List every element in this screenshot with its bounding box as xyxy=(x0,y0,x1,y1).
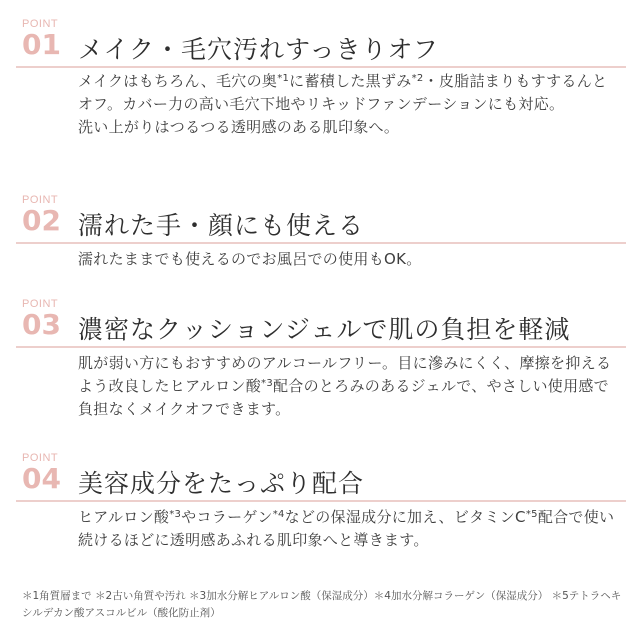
point-number: 03 xyxy=(22,308,61,341)
point-title: 美容成分をたっぷり配合 xyxy=(78,469,365,498)
body-paragraph: 濡れたままでも使えるのでお風呂での使用もOK。 xyxy=(78,250,422,268)
body-text: 配合で使い続けるほどに透明感あふれる肌印象へと導きます。 xyxy=(78,508,615,549)
body-paragraph: 洗い上がりはつるつる透明感のある肌印象へ。 xyxy=(78,118,400,136)
point-label: POINT xyxy=(22,452,59,464)
footnote-marker: *3 xyxy=(169,509,182,520)
point-badge xyxy=(22,194,80,236)
body-paragraph xyxy=(78,70,618,116)
point-badge xyxy=(22,452,80,494)
point-title: 濃密なクッションジェルで肌の負担を軽減 xyxy=(78,315,571,344)
point-body xyxy=(78,352,618,421)
point-label: POINT xyxy=(22,18,59,30)
body-text: ・皮脂詰まりもすするんとオフ。カバー力の高い毛穴下地やリキッドファンデーションにも対応。 xyxy=(78,72,608,113)
footnote-marker: *3 xyxy=(261,378,273,389)
point-title: メイク・毛穴汚れすっきりオフ xyxy=(78,35,439,64)
body-text: 肌が弱い方にもおすすめのアルコールフリー。目に滲みにくく、摩擦を抑えるよう改良したヒアルロン酸 xyxy=(78,354,612,395)
point-body xyxy=(78,506,618,552)
point-title: 濡れた手・顔にも使える xyxy=(78,211,365,240)
point-badge xyxy=(22,298,80,340)
footnote-marker: *1 xyxy=(277,73,290,84)
point-number: 02 xyxy=(22,204,61,237)
body-text: やコラーゲン xyxy=(181,508,273,526)
footnote: ＊1角質層まで ＊2古い角質や汚れ ＊3加水分解ヒアルロン酸（保湿成分）＊4加水分解コラーゲン（保湿成分） ＊5テトラヘキシルデカン酸アスコルビル（酸化防止剤） xyxy=(22,590,622,619)
footnote-marker: *4 xyxy=(272,509,285,520)
point-body xyxy=(78,70,618,139)
body-text: メイクはもちろん、毛穴の奥 xyxy=(78,72,278,90)
body-text: に蓄積した黒ずみ xyxy=(289,72,412,90)
body-paragraph xyxy=(78,352,618,421)
body-text: 配合のとろみのあるジェルで、やさしい使用感で負担なくメイクオフできます。 xyxy=(78,377,609,418)
point-badge xyxy=(22,18,80,60)
divider xyxy=(16,500,626,502)
body-paragraph xyxy=(78,506,618,552)
point-label: POINT xyxy=(22,298,59,310)
point-label: POINT xyxy=(22,194,59,206)
footnote-marker: *2 xyxy=(411,73,424,84)
point-number: 04 xyxy=(22,462,61,495)
point-number: 01 xyxy=(22,28,61,61)
divider xyxy=(16,346,626,348)
divider xyxy=(16,242,626,244)
footnote-marker: *5 xyxy=(525,509,538,520)
point-body xyxy=(78,248,618,271)
body-text: などの保湿成分に加え、ビタミンC xyxy=(284,508,526,526)
divider xyxy=(16,66,626,68)
body-text: ヒアルロン酸 xyxy=(78,508,170,526)
